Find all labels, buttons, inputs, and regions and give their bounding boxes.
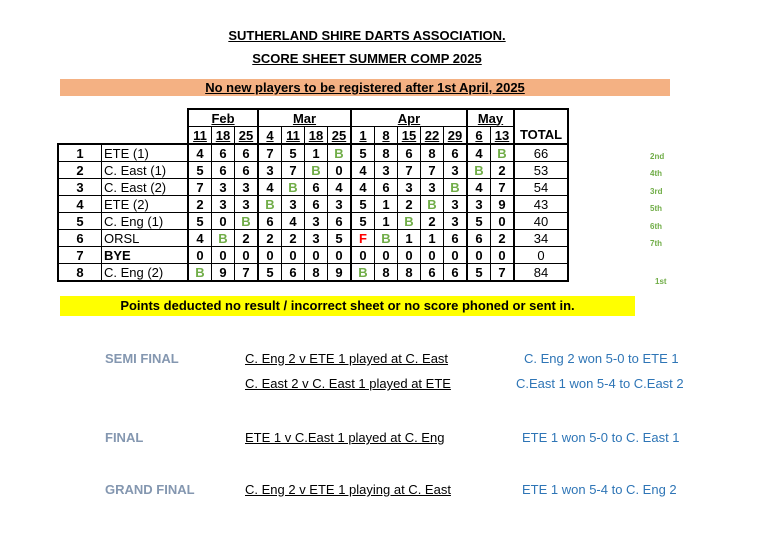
day-header: 4 — [258, 127, 282, 145]
score-cell: 8 — [398, 264, 421, 282]
score-cell: 3 — [235, 179, 259, 196]
table-row — [58, 162, 568, 179]
semi-final-match-2: C. East 2 v C. East 1 played at ETE — [245, 376, 451, 391]
score-cell: 7 — [421, 162, 444, 179]
score-cell: 5 — [351, 144, 375, 162]
semi-final-match-1: C. Eng 2 v ETE 1 played at C. East — [245, 351, 449, 366]
score-cell: B — [305, 162, 328, 179]
score-cell: 6 — [467, 230, 491, 247]
row-number: 5 — [58, 213, 102, 230]
score-cell: 3 — [282, 196, 305, 213]
total-cell: 0 — [514, 247, 568, 264]
day-header: 13 — [491, 127, 515, 145]
team-name: C. Eng (1) — [102, 213, 189, 230]
score-cell: 2 — [235, 230, 259, 247]
score-cell: 3 — [305, 230, 328, 247]
day-header: 11 — [282, 127, 305, 145]
score-cell: 2 — [421, 213, 444, 230]
score-cell: 2 — [282, 230, 305, 247]
score-cell: 0 — [491, 247, 515, 264]
month-header: Feb — [188, 109, 258, 127]
semi-final-result-1: C. Eng 2 won 5-0 to ETE 1 — [524, 351, 679, 366]
score-cell: 6 — [444, 144, 468, 162]
team-name: ETE (2) — [102, 196, 189, 213]
score-cell: B — [258, 196, 282, 213]
row-number: 2 — [58, 162, 102, 179]
total-header: TOTAL — [514, 127, 568, 145]
row-number: 8 — [58, 264, 102, 282]
score-cell: 2 — [491, 230, 515, 247]
score-cell: 3 — [212, 179, 235, 196]
score-cell: 5 — [188, 162, 212, 179]
day-header: 22 — [421, 127, 444, 145]
day-header: 29 — [444, 127, 468, 145]
day-header: 25 — [235, 127, 259, 145]
score-cell: 7 — [398, 162, 421, 179]
deduction-notice: Points deducted no result / incorrect sheet or no score phoned or sent in. — [60, 296, 635, 316]
score-cell: B — [212, 230, 235, 247]
score-cell: B — [467, 162, 491, 179]
finishing-position: 4th — [650, 169, 662, 179]
page-title: SUTHERLAND SHIRE DARTS ASSOCIATION. — [228, 28, 506, 43]
score-cell: 6 — [305, 196, 328, 213]
score-cell: 3 — [328, 196, 352, 213]
month-header-row — [58, 109, 568, 127]
score-cell: B — [444, 179, 468, 196]
score-cell: 4 — [328, 179, 352, 196]
final-match: ETE 1 v C.East 1 played at C. Eng — [245, 430, 445, 445]
final-label: FINAL — [105, 430, 144, 445]
finishing-position: 2nd — [650, 152, 665, 161]
row-number: 4 — [58, 196, 102, 213]
table-row — [58, 213, 568, 230]
finishing-position: 7th — [650, 239, 662, 248]
score-cell: 1 — [398, 230, 421, 247]
team-name: BYE — [102, 247, 189, 264]
score-cell: 7 — [491, 264, 515, 282]
day-header: 8 — [375, 127, 398, 145]
day-header: 11 — [188, 127, 212, 145]
day-header-row — [58, 127, 568, 145]
team-name: C. East (1) — [102, 162, 189, 179]
score-cell: B — [398, 213, 421, 230]
score-cell: 2 — [188, 196, 212, 213]
day-header: 6 — [467, 127, 491, 145]
score-cell: 0 — [282, 247, 305, 264]
score-cell: 9 — [328, 264, 352, 282]
day-header: 1 — [351, 127, 375, 145]
score-cell: 4 — [282, 213, 305, 230]
score-cell: 0 — [491, 213, 515, 230]
score-cell: B — [282, 179, 305, 196]
score-cell: 6 — [444, 264, 468, 282]
score-cell: 6 — [305, 179, 328, 196]
month-header: May — [467, 109, 514, 127]
score-cell: 0 — [328, 247, 352, 264]
score-cell: 7 — [258, 144, 282, 162]
month-header: Mar — [258, 109, 351, 127]
score-cell: 3 — [444, 213, 468, 230]
score-cell: 4 — [188, 230, 212, 247]
score-cell: 4 — [188, 144, 212, 162]
total-cell: 84 — [514, 264, 568, 282]
score-cell: 3 — [421, 179, 444, 196]
score-cell: 5 — [328, 230, 352, 247]
finishing-position: 6th — [650, 221, 662, 231]
table-row — [58, 247, 568, 264]
score-cell: 8 — [305, 264, 328, 282]
score-cell: 0 — [421, 247, 444, 264]
day-header: 18 — [212, 127, 235, 145]
row-number: 1 — [58, 144, 102, 162]
score-cell: 0 — [235, 247, 259, 264]
score-cell: 8 — [375, 264, 398, 282]
score-cell: 3 — [444, 196, 468, 213]
score-table — [57, 108, 569, 282]
month-header: Apr — [351, 109, 467, 127]
score-cell: 0 — [258, 247, 282, 264]
score-cell: 6 — [444, 230, 468, 247]
grand-final-label: GRAND FINAL — [105, 482, 195, 497]
semi-final-result-2: C.East 1 won 5-4 to C.East 2 — [516, 376, 684, 391]
total-cell: 40 — [514, 213, 568, 230]
score-cell: 6 — [375, 179, 398, 196]
total-cell: 34 — [514, 230, 568, 247]
finishing-position: 3rd — [650, 186, 663, 196]
page-subtitle: SCORE SHEET SUMMER COMP 2025 — [252, 51, 482, 66]
score-cell: 0 — [444, 247, 468, 264]
score-cell: B — [235, 213, 259, 230]
score-cell: 6 — [421, 264, 444, 282]
score-cell: 7 — [235, 264, 259, 282]
score-cell: 2 — [398, 196, 421, 213]
day-header: 15 — [398, 127, 421, 145]
score-cell: 9 — [491, 196, 515, 213]
score-cell: 6 — [235, 144, 259, 162]
score-cell: 6 — [258, 213, 282, 230]
table-row — [58, 264, 568, 282]
semi-final-label: SEMI FINAL — [105, 351, 179, 366]
score-cell: F — [351, 230, 375, 247]
score-cell: 7 — [188, 179, 212, 196]
score-cell: B — [328, 144, 352, 162]
score-cell: 0 — [375, 247, 398, 264]
score-cell: 0 — [212, 213, 235, 230]
row-number: 7 — [58, 247, 102, 264]
score-cell: 5 — [282, 144, 305, 162]
score-cell: 3 — [467, 196, 491, 213]
score-cell: 3 — [258, 162, 282, 179]
score-cell: 4 — [467, 144, 491, 162]
score-cell: 6 — [282, 264, 305, 282]
team-name: C. East (2) — [102, 179, 189, 196]
score-cell: 5 — [188, 213, 212, 230]
team-name: ETE (1) — [102, 144, 189, 162]
score-cell: 8 — [375, 144, 398, 162]
total-cell: 53 — [514, 162, 568, 179]
score-cell: 0 — [467, 247, 491, 264]
score-cell: 3 — [444, 162, 468, 179]
total-cell: 54 — [514, 179, 568, 196]
score-cell: 1 — [421, 230, 444, 247]
day-header: 25 — [328, 127, 352, 145]
score-cell: 2 — [491, 162, 515, 179]
score-cell: 9 — [212, 264, 235, 282]
day-header: 18 — [305, 127, 328, 145]
score-cell: 7 — [491, 179, 515, 196]
grand-final-result: ETE 1 won 5-4 to C. Eng 2 — [522, 482, 677, 497]
score-cell: B — [351, 264, 375, 282]
score-cell: 5 — [351, 196, 375, 213]
score-cell: B — [491, 144, 515, 162]
row-number: 6 — [58, 230, 102, 247]
team-name: C. Eng (2) — [102, 264, 189, 282]
score-cell: 8 — [421, 144, 444, 162]
score-cell: 3 — [398, 179, 421, 196]
score-cell: B — [188, 264, 212, 282]
table-row — [58, 230, 568, 247]
table-row — [58, 179, 568, 196]
final-result: ETE 1 won 5-0 to C. East 1 — [522, 430, 680, 445]
score-cell: 4 — [258, 179, 282, 196]
score-cell: 5 — [467, 264, 491, 282]
score-cell: 3 — [235, 196, 259, 213]
score-cell: 2 — [258, 230, 282, 247]
score-cell: 0 — [328, 162, 352, 179]
score-cell: 6 — [398, 144, 421, 162]
score-cell: 5 — [467, 213, 491, 230]
score-cell: 0 — [398, 247, 421, 264]
score-cell: 6 — [235, 162, 259, 179]
score-cell: B — [375, 230, 398, 247]
score-cell: 5 — [351, 213, 375, 230]
score-cell: 3 — [375, 162, 398, 179]
score-cell: 1 — [305, 144, 328, 162]
table-row — [58, 196, 568, 213]
score-cell: 0 — [188, 247, 212, 264]
score-cell: 0 — [212, 247, 235, 264]
score-cell: 4 — [351, 179, 375, 196]
score-cell: 4 — [351, 162, 375, 179]
registration-notice: No new players to be registered after 1st April, 2025 — [60, 79, 670, 96]
score-cell: 3 — [212, 196, 235, 213]
score-cell: 0 — [351, 247, 375, 264]
finishing-position: 1st — [655, 276, 667, 286]
score-cell: 6 — [212, 144, 235, 162]
finishing-position: 5th — [650, 204, 662, 214]
total-cell: 66 — [514, 144, 568, 162]
table-row — [58, 144, 568, 162]
row-number: 3 — [58, 179, 102, 196]
team-name: ORSL — [102, 230, 189, 247]
total-cell: 43 — [514, 196, 568, 213]
score-cell: 4 — [467, 179, 491, 196]
score-cell: 1 — [375, 196, 398, 213]
score-cell: 6 — [328, 213, 352, 230]
score-cell: 5 — [258, 264, 282, 282]
score-cell: B — [421, 196, 444, 213]
score-cell: 1 — [375, 213, 398, 230]
score-cell: 7 — [282, 162, 305, 179]
score-cell: 6 — [212, 162, 235, 179]
score-cell: 0 — [305, 247, 328, 264]
grand-final-match: C. Eng 2 v ETE 1 playing at C. East — [245, 482, 451, 497]
score-cell: 3 — [305, 213, 328, 230]
